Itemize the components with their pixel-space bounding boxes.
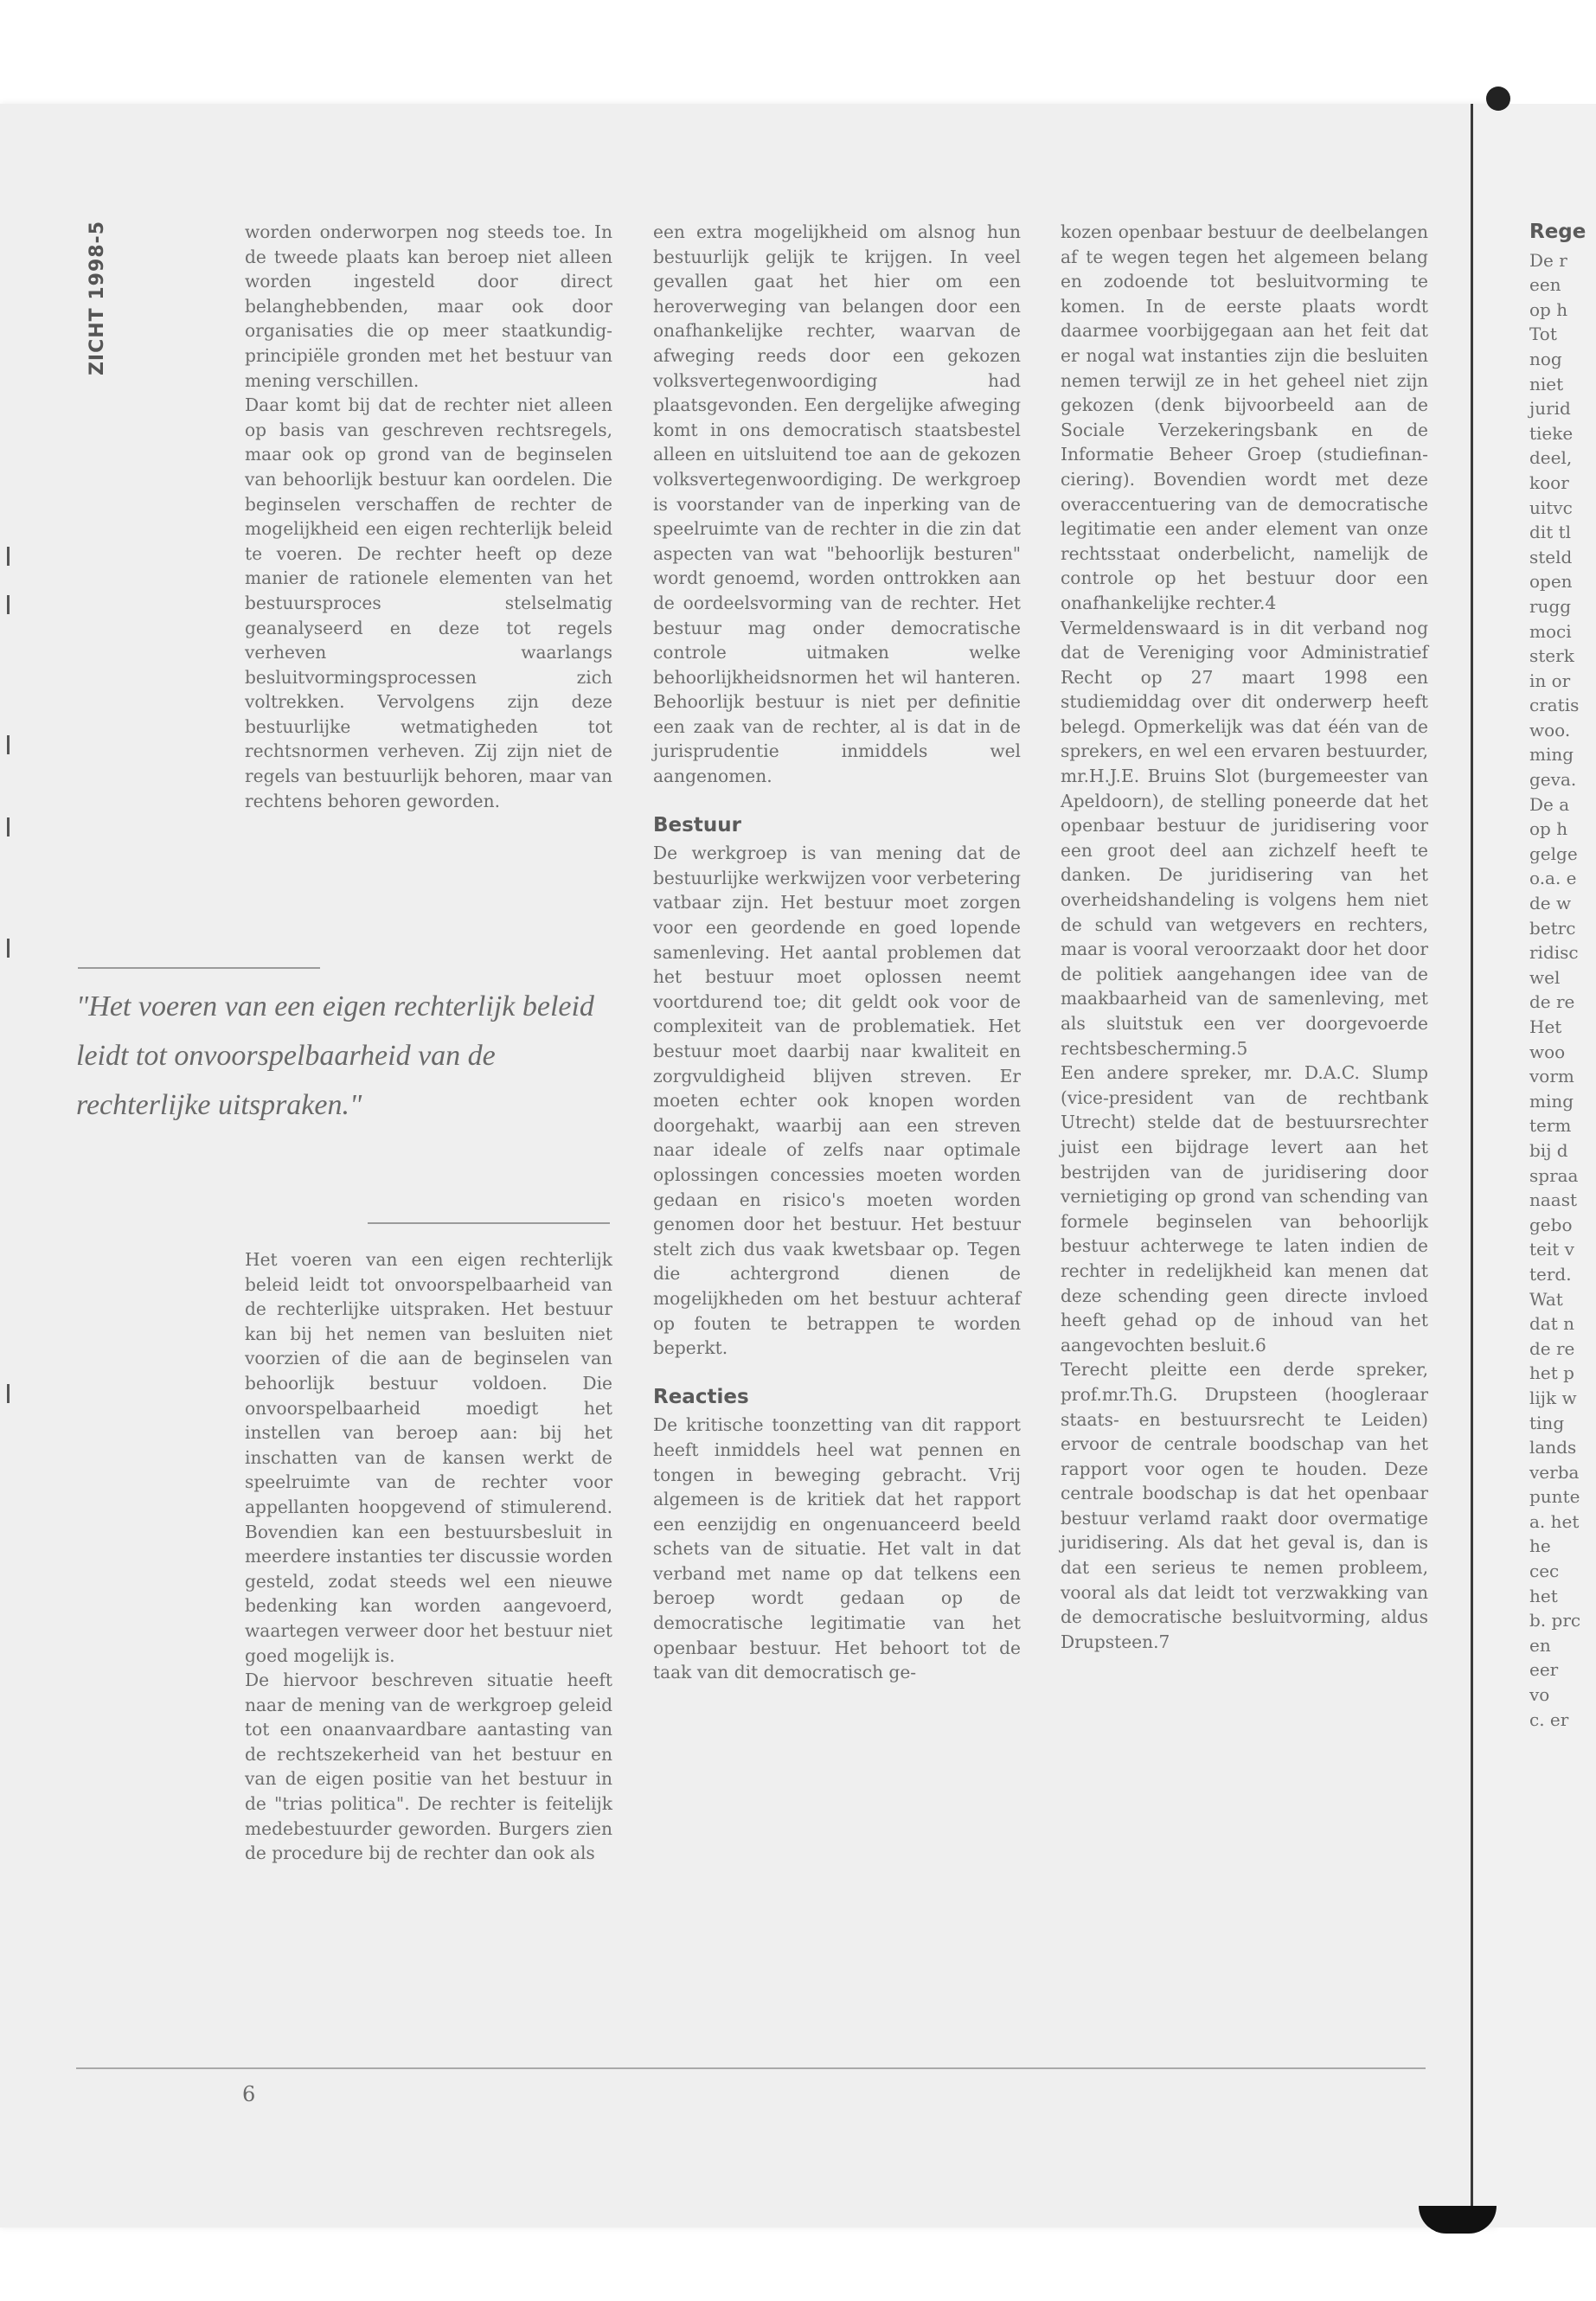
right-page-line: vo: [1529, 1684, 1550, 1706]
right-page-line: koor: [1529, 471, 1569, 493]
section-heading-bestuur: Bestuur: [653, 813, 741, 836]
right-page-line: wel: [1529, 966, 1561, 988]
right-page-line: moci: [1529, 620, 1572, 642]
paragraph: Vermeldenswaard is in dit verband nog dat de Vereniging voor Administratief Recht op 27 maart 1998 een studiemiddag over dit onderwerp heeft belegd. Opmerkelijk was dat één van de sprekers, en wel een ervaren bestuurder, mr.H.J.E. Bruins Slot (burgemeester van Apeldoorn), de stelling poneerde dat het openbaar bestuur de juridisering voor een groot deel aan zichzelf heeft te danken. De juridisering van het overheidshandeling is volgens hem niet de schuld van wetgevers en rechters, maar is vooral veroorzaakt door het door de politiek aangehangen idee van de maakbaarheid van de samenleving, met als sluitstuk een ver doorgevoerde rechtsbescherming.5: [1061, 617, 1428, 1059]
paragraph: Terecht pleitte een derde spreker, prof.mr.Th.G. Drupsteen (hoogleraar staats- en bestuursrecht te Leiden) ervoor de centrale boodschap van het rapport voor ogen te houden. Deze centrale boodschap is dat het openbaar bestuur verlamd raakt door overmatige juridisering. Als dat het geval is, dan is dat een serieus te nemen probleem, vooral als dat leidt tot verzwakking van de democratische besluitvorming, aldus Drupsteen.7: [1061, 1359, 1428, 1652]
right-page-line: teit v: [1529, 1239, 1574, 1260]
right-page-line: woo.: [1529, 719, 1571, 740]
right-page-line: open: [1529, 571, 1573, 593]
paragraph: een extra mogelijkheid om alsnog hun bestuurlijk gelijk te krijgen. In veel gevallen gaat het hier om een heroverweging van belangen door een onafhankelijke rechter, waarvan de afweging reeds door een gekozen volksvertegenwoordiging had plaatsgevonden. Een dergelijke afweging komt in ons democratisch staatsbestel alleen en uitsluitend toe aan de gekozen volksvertegenwoordiging. De werkgroep is voorstander van de inperking van de speelruimte van de rechter in die zin dat aspecten van wat "behoorlijk besturen" wordt genoemd, worden onttrokken aan de oordeelsvorming van de rechter. Het bestuur mag onder democratische controle uitmaken welke behoorlijkheidsnormen het wil hanteren. Behoorlijk bestuur is niet per definitie een zaak van de rechter, al is dat in de jurisprudentie inmiddels wel aangenomen.: [653, 221, 1021, 787]
right-page-line: b. prc: [1529, 1610, 1581, 1631]
right-page-line: terd.: [1529, 1263, 1572, 1285]
paragraph: kozen openbaar bestuur de deelbelangen af te wegen tegen het algemeen belang en zodoende tot besluitvorming te komen. In de eerste plaats wordt daarmee voorbijgegaan aan het feit dat er nogal wat instanties zijn die besluiten nemen terwijl ze in het geheel niet zijn gekozen (denk bijvoorbeeld aan de Sociale Verzekeringsbank en de Informatie Beheer Groep (studiefinan- ciering). Bovendien wordt met deze overaccentuering van de democratische legitimatie een ander element van onze rechtsstaat onderbelicht, namelijk de controle op het bestuur door een onafhankelijke rechter.4: [1061, 221, 1428, 613]
right-page-line: ming: [1529, 744, 1574, 766]
right-page-line: deel,: [1529, 447, 1573, 469]
right-page-line: c. er: [1529, 1708, 1569, 1730]
paragraph: De hiervoor beschreven situatie heeft naar de mening van de werkgroep geleid tot een onaanvaardbare aantasting van de rechtszekerheid van het bestuur en van de eigen positie van het bestuur in de "trias politica". De rechter is feitelijk medebestuurder geworden. Burgers zien de procedure bij de rechter dan ook als: [245, 1670, 612, 1864]
right-page-line: bij d: [1529, 1139, 1568, 1161]
right-page-line: geva.: [1529, 769, 1577, 791]
right-page-line: term: [1529, 1115, 1572, 1137]
right-page-line: spraa: [1529, 1164, 1579, 1186]
right-page-line: gebo: [1529, 1214, 1573, 1235]
pull-quote-rule-top: [78, 967, 320, 969]
right-page-line: betrc: [1529, 917, 1576, 939]
right-page-line: ting: [1529, 1412, 1565, 1433]
right-page-line: de w: [1529, 893, 1572, 914]
edge-mark: [7, 939, 10, 958]
binding-mark-bottom: [1419, 2206, 1497, 2234]
right-page-line: op h: [1529, 298, 1568, 320]
right-page-line: het: [1529, 1585, 1558, 1606]
right-page-line: verba: [1529, 1461, 1580, 1483]
right-page-line: de re: [1529, 1337, 1575, 1359]
paragraph: worden onderworpen nog steeds toe. In de tweede plaats kan beroep niet alleen worden ingesteld door direct belanghebbenden, maar ook door organisaties die op meer staatkundig-principiële gronden met het bestuur van mening verschillen.: [245, 221, 612, 391]
right-page-line: a. het: [1529, 1510, 1580, 1532]
column-1-bottom: [245, 1247, 612, 1866]
right-page-line: Tot: [1529, 324, 1557, 345]
right-page-column: [1529, 220, 1596, 1732]
column-2: [653, 220, 1021, 1685]
right-page-line: sterk: [1529, 645, 1574, 667]
right-page-line: rugg: [1529, 595, 1572, 617]
right-page-line: gelge: [1529, 843, 1578, 864]
edge-mark: [7, 1384, 10, 1403]
right-page-line: eer: [1529, 1659, 1559, 1681]
right-page-line: het p: [1529, 1362, 1574, 1384]
section-heading-reacties: Reacties: [653, 1385, 749, 1408]
pull-quote-rule-bottom: [368, 1222, 610, 1224]
right-page-line: jurid: [1529, 398, 1571, 420]
right-page-heading: Rege: [1529, 221, 1586, 243]
right-page-line: he: [1529, 1535, 1551, 1557]
right-page-line: op h: [1529, 818, 1568, 840]
right-page-line: punte: [1529, 1486, 1580, 1508]
paragraph: De kritische toonzetting van dit rapport heeft inmiddels heel wat pennen en tongen in beweging gebracht. Vrij algemeen is de kritiek dat het rapport een eenzijdig en ongenuanceerd beeld schets van de situatie. Het valt in dat verband met name op dat telkens een beroep wordt gedaan op de democratische legitimatie van het openbaar bestuur. Het behoort tot de taak van dit democratisch ge-: [653, 1414, 1021, 1683]
running-head: ZICHT 1998-5: [87, 221, 108, 376]
paragraph: Het voeren van een eigen rechterlijk beleid leidt tot onvoorspelbaarheid van de rechterlijke uitspraken. Het bestuur kan bij het nemen van besluiten niet voorzien of die aan de beginselen van behoorlijk bestuur voldoen. Die onvoorspelbaarheid moedigt het instellen van beroep aan: bij het inschatten van de kansen werkt de speelruimte van de rechter voor appellanten hoopgevend of stimulerend. Bovendien kan een bestuursbesluit in meerdere instanties ter discussie worden gesteld, zodat steeds wel een nieuwe bedenking kan worden aangevoerd, waartegen verweer door het bestuur niet goed mogelijk is.: [245, 1249, 612, 1666]
right-page-line: nog: [1529, 348, 1562, 369]
page-number: 6: [242, 2082, 256, 2106]
right-page-line: o.a. e: [1529, 868, 1577, 889]
right-page-line: steld: [1529, 546, 1573, 567]
edge-mark: [7, 735, 10, 754]
binding-mark-top: [1486, 87, 1510, 111]
paragraph: De werkgroep is van mening dat de bestuurlijke werkwijzen voor verbetering vatbaar zijn. Het bestuur moet zorgen voor een geordende en goed lopende samenleving. Het aantal problemen dat het bestuur moet oplossen neemt voortdurend toe; dit geldt ook voor de complexiteit van de problematiek. Het bestuur moet daarbij naar kwaliteit en zorgvuldigheid blijven streven. Er moeten echter ook knopen worden doorgehakt, waarbij aan een streven naar ideale of zelfs naar optimale oplossingen concessies moeten worden gedaan en risico's moeten worden genomen door het bestuur. Het bestuur stelt zich dus vaak kwetsbaar op. Tegen die achtergrond dienen de mogelijkheden om het bestuur achteraf op fouten te betrappen te worden beperkt.: [653, 843, 1021, 1359]
paragraph: Daar komt bij dat de rechter niet alleen op basis van geschreven rechtsregels, maar ook op grond van de beginselen van behoorlijk bestuur kan oordelen. Die beginselen verschaffen de rechter de mogelijkheid een eigen rechterlijk beleid te voeren. De rechter heeft op deze manier de rationele elementen van het bestuursproces stelselmatig geanalyseerd en deze tot regels verheven waarlangs besluitvormingsprocessen zich voltrekken. Vervolgens zijn deze bestuurlijke wetmatigheden tot rechtsnormen verheven. Zij zijn niet de regels van bestuurlijk behoren, maar van rechtens behoren geworden.: [245, 394, 612, 811]
right-page-line: Wat: [1529, 1288, 1563, 1310]
right-page-line: naast: [1529, 1189, 1578, 1211]
right-page-line: vorm: [1529, 1066, 1574, 1087]
column-3: [1061, 220, 1428, 1654]
edge-mark: [7, 817, 10, 836]
right-page-line: een: [1529, 274, 1561, 296]
right-page-line: de re: [1529, 991, 1575, 1013]
right-page-line: dat n: [1529, 1313, 1575, 1335]
footer-rule: [76, 2067, 1426, 2069]
right-page-line: tieke: [1529, 422, 1574, 444]
right-page-line: dit tl: [1529, 522, 1572, 543]
right-page-lines: [1529, 248, 1596, 1733]
right-page-line: Het: [1529, 1016, 1562, 1037]
right-page-line: woo: [1529, 1041, 1566, 1062]
right-page-line: lijk w: [1529, 1387, 1577, 1408]
column-1-top: [245, 220, 612, 813]
edge-mark: [7, 595, 10, 614]
right-page-line: niet: [1529, 373, 1564, 394]
right-page-line: De r: [1529, 249, 1567, 271]
edge-mark: [7, 547, 10, 566]
right-page-line: cratis: [1529, 695, 1580, 716]
pull-quote: "Het voeren van een eigen rechterlijk beleid leidt tot onvoorspelbaarheid van de rechterlijke uitspraken.": [76, 990, 594, 1121]
right-page-line: cec: [1529, 1561, 1560, 1582]
paragraph: Een andere spreker, mr. D.A.C. Slump (vice-president van de rechtbank Utrecht) stelde dat de bestuursrechter juist een bijdrage levert aan het bestrijden van de juridisering door vernietiging op grond van schending van formele beginselen van behoorlijk bestuur achterwege te laten indien de rechter in redelijkheid kan menen dat deze schending geen directe invloed heeft gehad op de inhoud van het aangevochten besluit.6: [1061, 1062, 1428, 1356]
right-page-line: ridisc: [1529, 942, 1579, 964]
right-page-line: en: [1529, 1634, 1551, 1656]
right-page-line: in or: [1529, 670, 1571, 691]
right-page-line: De a: [1529, 793, 1570, 815]
right-page-edge: [1471, 104, 1596, 2227]
right-page-line: uitvc: [1529, 497, 1573, 518]
right-page-line: lands: [1529, 1437, 1577, 1458]
right-page-line: ming: [1529, 1090, 1574, 1112]
